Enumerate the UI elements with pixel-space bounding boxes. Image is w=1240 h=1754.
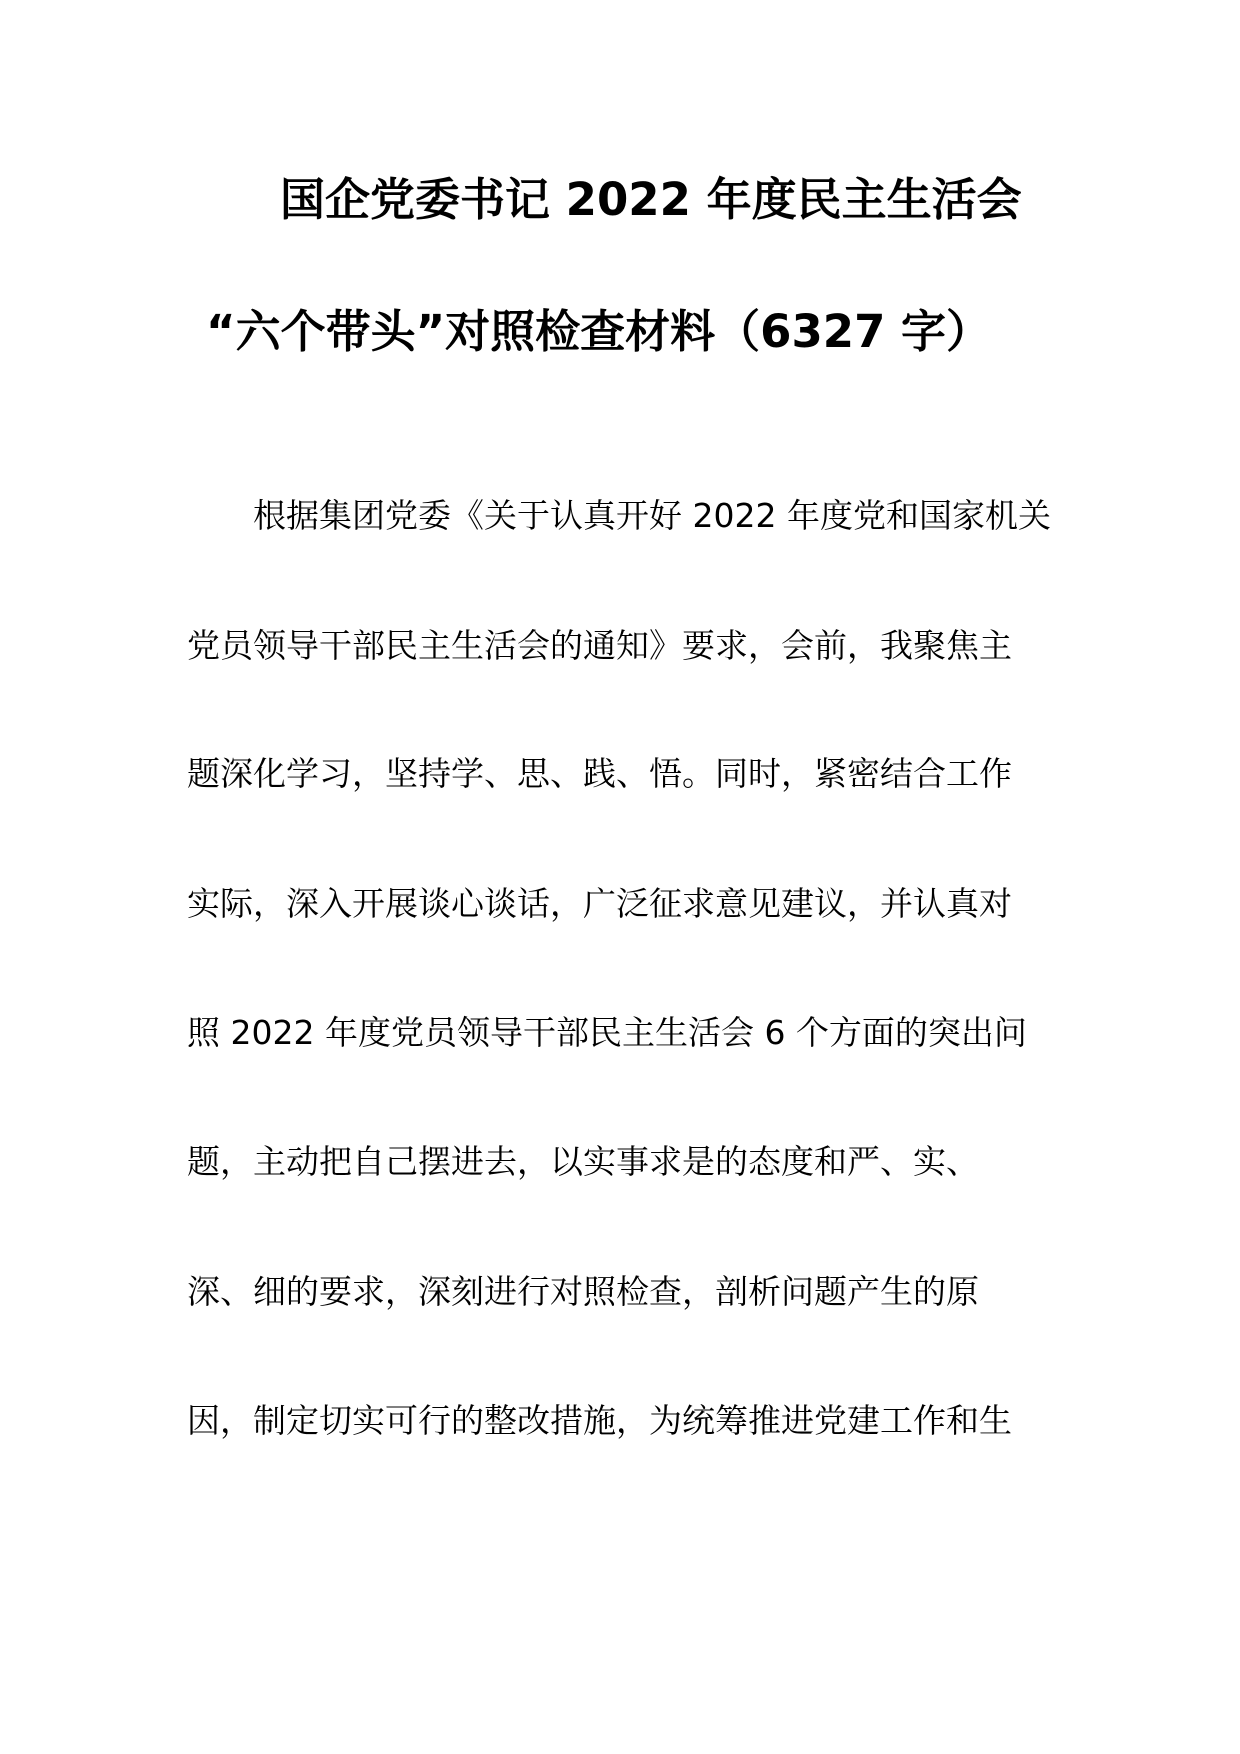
body-line-1: 根据集团党委《关于认真开好 2022 年度党和国家机关 <box>253 496 1051 535</box>
document-title-line-1: 国企党委书记 2022 年度民主生活会 <box>280 173 1022 226</box>
body-line-4: 实际，深入开展谈心谈话，广泛征求意见建议，并认真对 <box>187 884 1012 923</box>
body-line-3: 题深化学习，坚持学、思、践、悟。同时，紧密结合工作 <box>187 754 1012 793</box>
document-title-line-2: “六个带头”对照检查材料（6327 字） <box>206 305 992 358</box>
body-line-8: 因，制定切实可行的整改措施，为统筹推进党建工作和生 <box>187 1401 1012 1440</box>
body-line-7: 深、细的要求，深刻进行对照检查，剖析问题产生的原 <box>187 1272 979 1311</box>
body-line-6: 题，主动把自己摆进去，以实事求是的态度和严、实、 <box>187 1142 979 1181</box>
body-line-2: 党员领导干部民主生活会的通知》要求，会前，我聚焦主 <box>187 626 1012 665</box>
body-line-5: 照 2022 年度党员领导干部民主生活会 6 个方面的突出问 <box>187 1013 1027 1052</box>
